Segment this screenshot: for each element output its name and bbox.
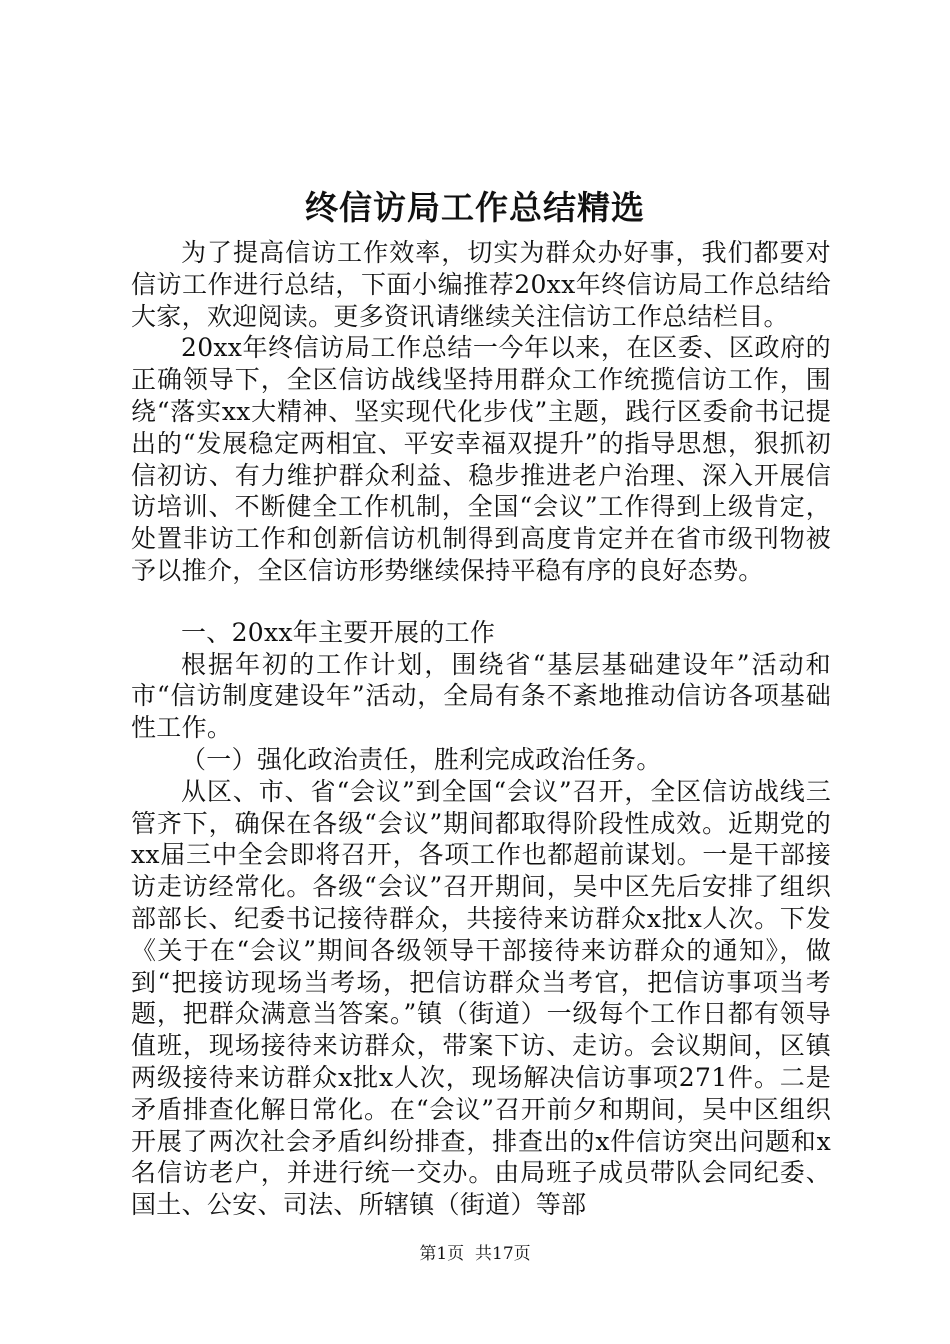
- section-heading: 一、20xx年主要开展的工作: [181, 617, 496, 647]
- page-number: 第1页: [419, 1244, 465, 1264]
- paragraph-spacer: [131, 587, 831, 617]
- subsection-heading: （一）强化政治责任，胜利完成政治任务。: [181, 744, 662, 774]
- body-paragraph: 从区、市、省“会议”到全国“会议”召开，全区信访战线三管齐下，确保在各级“会议”期间都取得阶段性成效。近期党的xx届三中全会即将召开，各项工作也都超前谋划。一是干部接访走访经常化。各级“会议”召开期间，吴中区先后安排了组织部部长、纪委书记接待群众，共接待来访群众x批x人次。下发《关于在“会议”期间各级领导干部接待来访群众的通知》，做到“把接访现场当考场，把信访群众当考官，把信访事项当考题，把群众满意当答案。”镇（街道）一级每个工作日都有领导值班，现场接待来访群众，带案下访、走访。会议期间，区镇两级接待来访群众x批x人次，现场解决信访事项271件。二是矛盾排查化解日常化。在“会议”召开前夕和期间，吴中区组织开展了两次社会矛盾纠纷排查，排查出的x件信访突出问题和x名信访老户，并进行统一交办。由局班子成员带队会同纪委、国土、公安、司法、所辖镇（街道）等部: [131, 776, 831, 1220]
- intro-paragraph: 为了提高信访工作效率，切实为群众办好事，我们都要对信访工作进行总结，下面小编推荐20xx年终信访局工作总结给大家，欢迎阅读。更多资讯请继续关注信访工作总结栏目。: [131, 238, 831, 331]
- document-title: 终信访局工作总结精选: [305, 188, 645, 227]
- body-paragraph: 根据年初的工作计划，围绕省“基层基础建设年”活动和市“信访制度建设年”活动，全局有条不紊地推动信访各项基础性工作。: [131, 649, 831, 743]
- document-body: [131, 237, 831, 1221]
- page-footer: [0, 1243, 950, 1265]
- page-total: 共17页: [475, 1244, 531, 1264]
- summary-paragraph: 20xx年终信访局工作总结一今年以来，在区委、区政府的正确领导下，全区信访战线坚持用群众工作统揽信访工作，围绕“落实xx大精神、坚实现代化步伐”主题，践行区委俞书记提出的“发展稳定两相宜、平安幸福双提升”的指导思想，狠抓初信初访、有力维护群众利益、稳步推进老户治理、深入开展信访培训、不断健全工作机制，全国“会议”工作得到上级肯定，处置非访工作和创新信访机制得到高度肯定并在省市级刊物被予以推介，全区信访形势继续保持平稳有序的良好态势。: [131, 333, 831, 585]
